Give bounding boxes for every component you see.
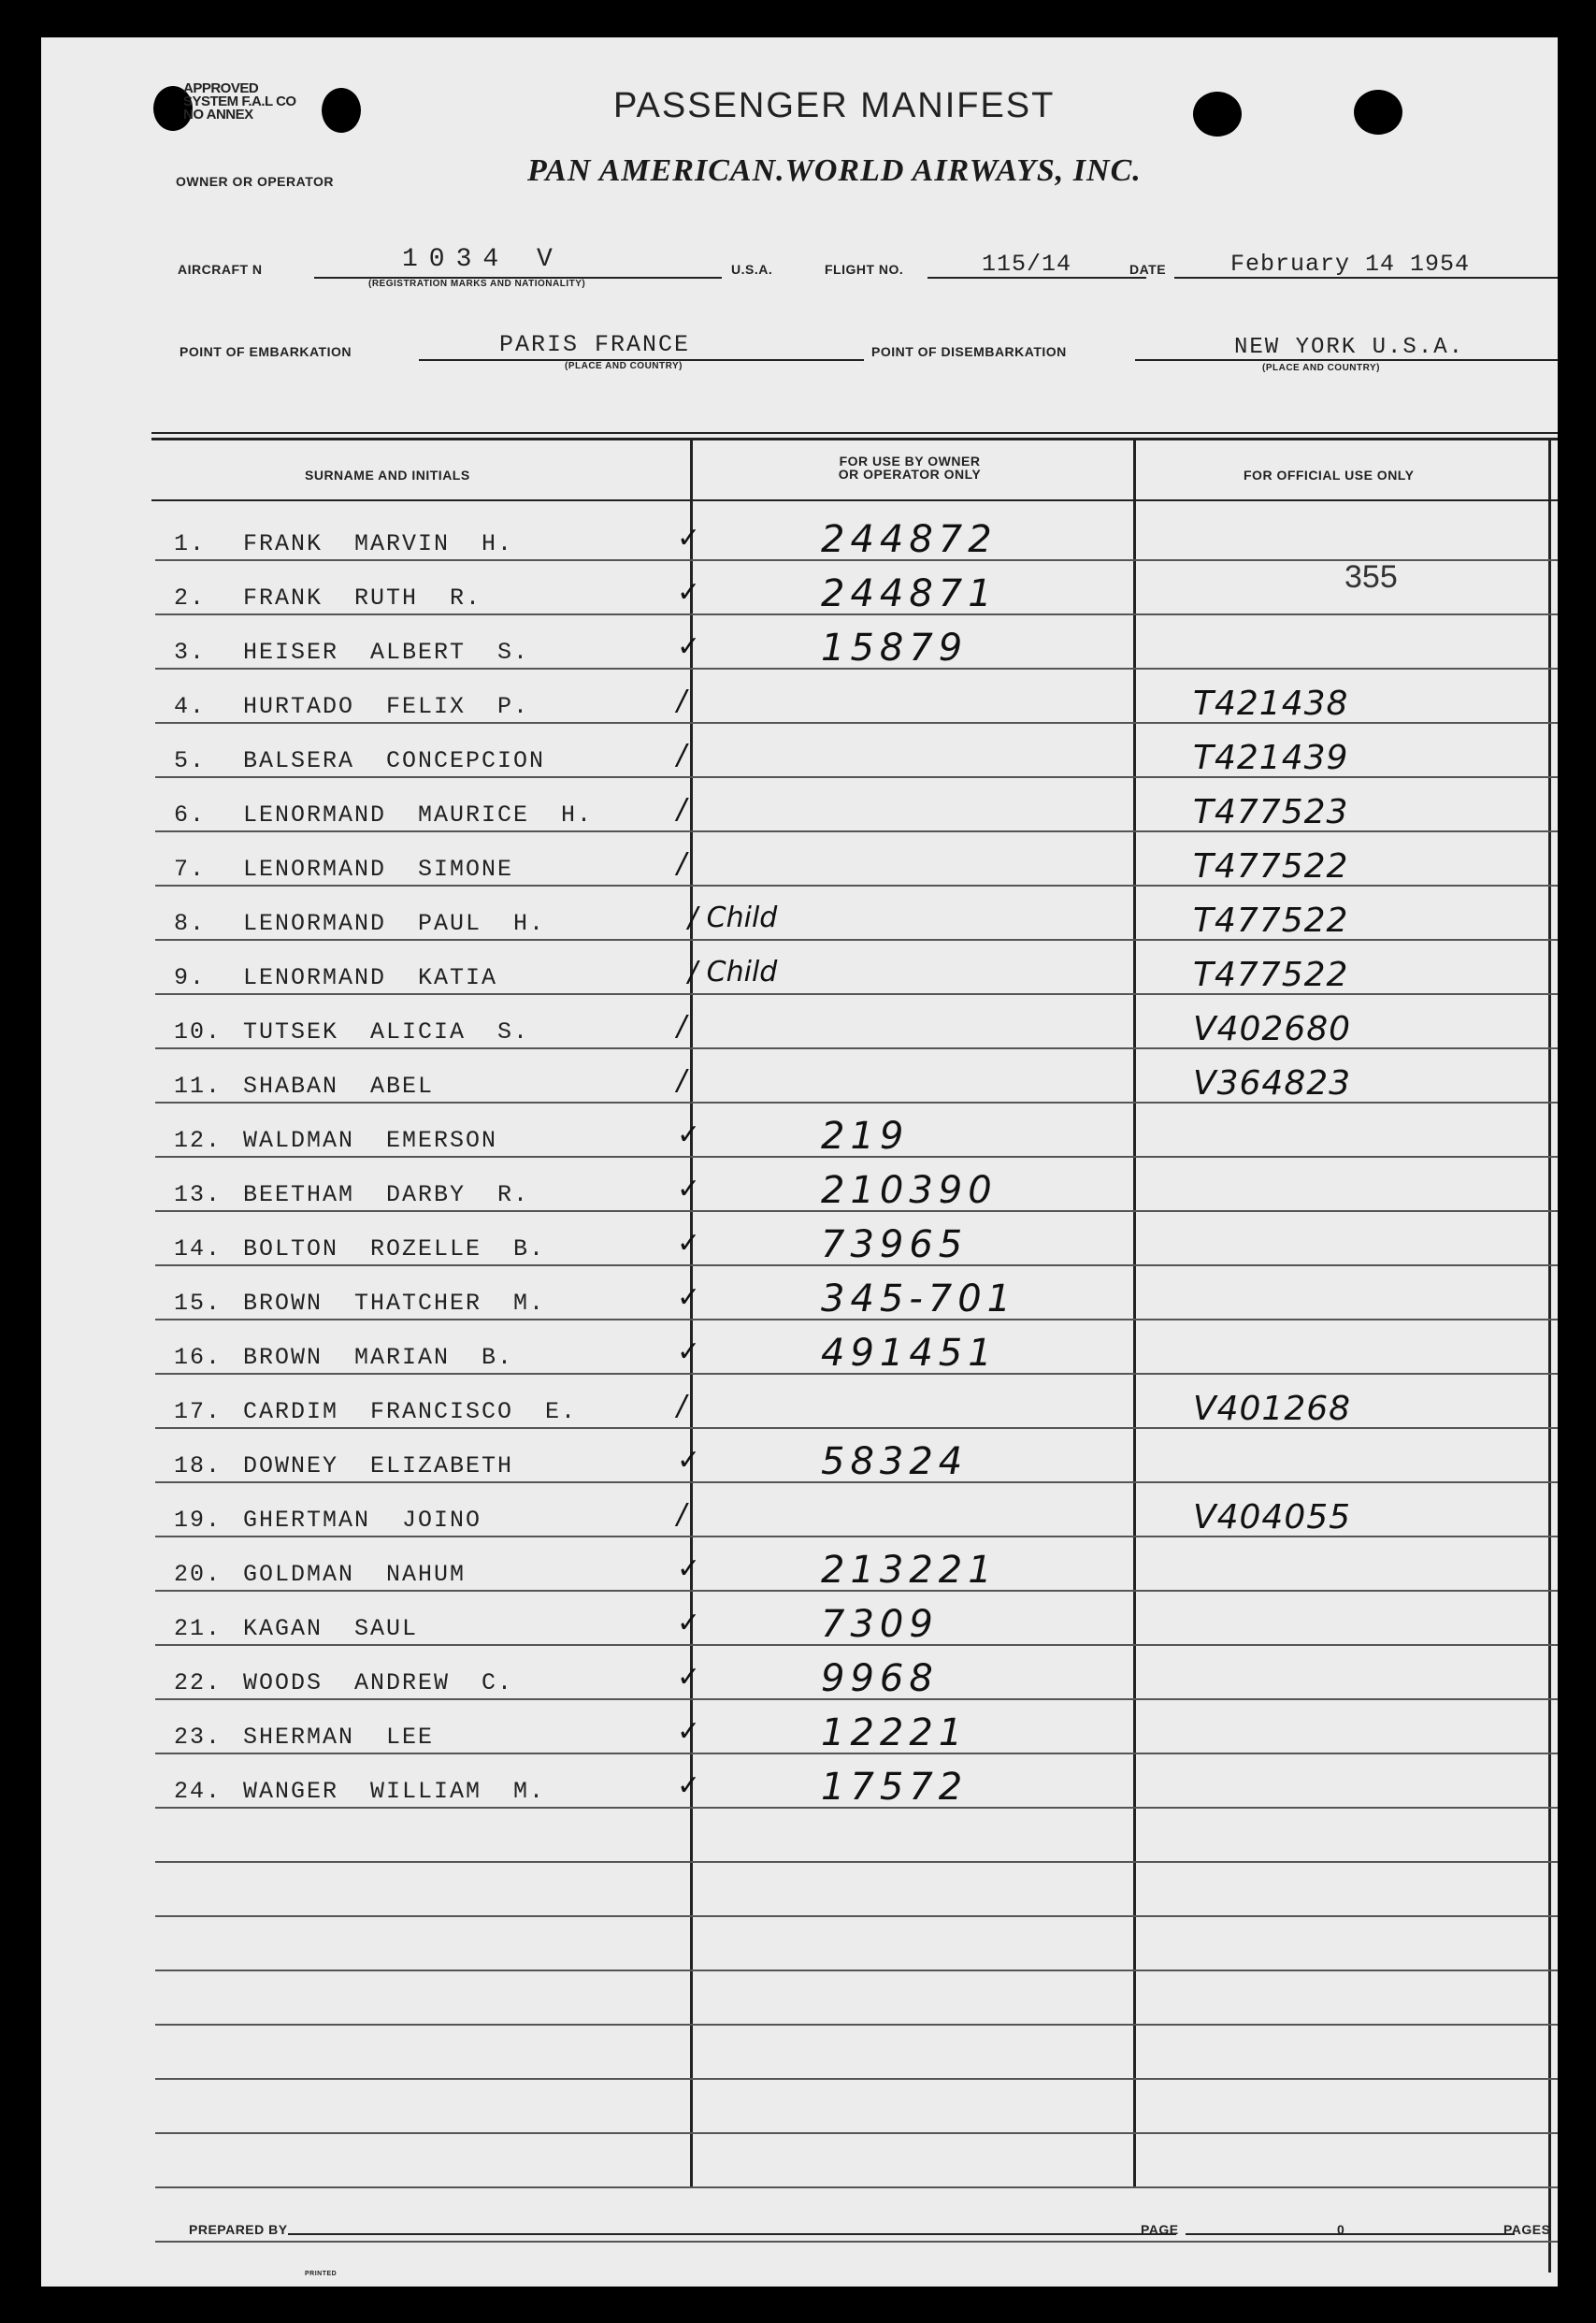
passenger-number: 2. xyxy=(174,584,207,612)
passenger-name: WANGER WILLIAM M. xyxy=(243,1778,546,1805)
check-mark: / xyxy=(677,685,687,717)
page-value: 0 xyxy=(1337,2222,1345,2237)
official-visa-number: T477522 xyxy=(1193,902,1349,940)
aircraft-label: AIRCRAFT N xyxy=(178,262,263,277)
passenger-number: 10. xyxy=(174,1018,223,1046)
check-mark: ✓ xyxy=(677,1118,701,1151)
official-visa-number: V402680 xyxy=(1193,1010,1352,1048)
passenger-number: 9. xyxy=(174,964,207,991)
punch-hole-right-2 xyxy=(1354,90,1402,135)
check-mark: / Child xyxy=(688,902,778,934)
passenger-number: 18. xyxy=(174,1452,223,1479)
passenger-name: WOODS ANDREW C. xyxy=(243,1669,514,1696)
embarkation-sublabel: (PLACE AND COUNTRY) xyxy=(565,361,683,371)
passenger-name: LENORMAND PAUL H. xyxy=(243,910,546,937)
owner-ticket-number: 244872 xyxy=(821,518,998,561)
punch-hole-right-1 xyxy=(1193,92,1242,137)
passenger-name: CARDIM FRANCISCO E. xyxy=(243,1398,578,1425)
owner-ticket-number: 17572 xyxy=(821,1766,969,1809)
owner-ticket-number: 73965 xyxy=(821,1223,969,1266)
date-value: February 14 1954 xyxy=(1230,251,1471,278)
owner-ticket-number: 9968 xyxy=(821,1657,939,1700)
passenger-number: 24. xyxy=(174,1778,223,1805)
check-mark: ✓ xyxy=(677,522,701,555)
passenger-name: FRANK RUTH R. xyxy=(243,584,482,612)
check-mark: ✓ xyxy=(677,576,701,609)
passenger-name: HEISER ALBERT S. xyxy=(243,639,530,666)
passenger-number: 13. xyxy=(174,1181,223,1208)
passenger-name: BOLTON ROZELLE B. xyxy=(243,1235,546,1262)
passenger-number: 20. xyxy=(174,1561,223,1588)
passenger-name: WALDMAN EMERSON xyxy=(243,1127,498,1154)
passenger-name: KAGAN SAUL xyxy=(243,1615,419,1642)
owner-ticket-number: 491451 xyxy=(821,1332,998,1375)
operator-name: PAN AMERICAN.WORLD AIRWAYS, INC. xyxy=(527,153,1142,188)
flight-value: 115/14 xyxy=(982,251,1072,278)
official-visa-number: V401268 xyxy=(1193,1390,1352,1428)
owner-ticket-number: 58324 xyxy=(821,1440,969,1483)
passenger-number: 12. xyxy=(174,1127,223,1154)
row-rule xyxy=(155,2132,1558,2134)
passenger-number: 7. xyxy=(174,856,207,883)
official-visa-number: T421439 xyxy=(1193,739,1349,777)
passenger-name: BALSERA CONCEPCION xyxy=(243,747,546,774)
stamp-line-1: APPROVED xyxy=(183,80,259,96)
page-label: PAGE xyxy=(1141,2222,1179,2237)
passenger-name: SHERMAN LEE xyxy=(243,1724,435,1751)
passenger-name: BROWN MARIAN B. xyxy=(243,1344,514,1371)
official-note: 355 xyxy=(1344,559,1398,595)
passenger-name: HURTADO FELIX P. xyxy=(243,693,530,720)
passenger-name: LENORMAND MAURICE H. xyxy=(243,801,594,829)
owner-ticket-number: 12221 xyxy=(821,1711,969,1754)
row-rule xyxy=(155,2078,1558,2080)
owner-ticket-number: 219 xyxy=(821,1115,910,1158)
prepared-by-label: PREPARED BY xyxy=(189,2222,288,2237)
passenger-name: GHERTMAN JOINO xyxy=(243,1507,482,1534)
owner-ticket-number: 345-701 xyxy=(821,1277,1017,1320)
flight-label: FLIGHT NO. xyxy=(825,262,904,277)
passenger-number: 15. xyxy=(174,1290,223,1317)
check-mark: ✓ xyxy=(677,1769,701,1802)
aircraft-value: 1034 V xyxy=(402,245,564,274)
passenger-name: FRANK MARVIN H. xyxy=(243,530,514,557)
check-mark: ✓ xyxy=(677,1227,701,1260)
passenger-name: LENORMAND KATIA xyxy=(243,964,498,991)
owner-ticket-number: 210390 xyxy=(821,1169,998,1212)
disembarkation-sublabel: (PLACE AND COUNTRY) xyxy=(1262,363,1380,373)
official-visa-number: T477522 xyxy=(1193,956,1349,994)
stamp-line-2: SYSTEM F.A.L CO xyxy=(183,94,296,109)
disembarkation-value: NEW YORK U.S.A. xyxy=(1234,335,1465,360)
passenger-name: BEETHAM DARBY R. xyxy=(243,1181,530,1208)
passenger-name: GOLDMAN NAHUM xyxy=(243,1561,467,1588)
owner-ticket-number: 15879 xyxy=(821,627,969,670)
passenger-number: 23. xyxy=(174,1724,223,1751)
row-rule xyxy=(155,2241,1558,2243)
official-visa-number: T421438 xyxy=(1193,685,1349,723)
embarkation-label: POINT OF EMBARKATION xyxy=(180,344,352,359)
owner-ticket-number: 7309 xyxy=(821,1603,939,1646)
row-rule xyxy=(155,1861,1558,1863)
owner-ticket-number: 244871 xyxy=(821,572,998,615)
row-rule xyxy=(155,2024,1558,2026)
column-divider-3 xyxy=(1548,440,1551,2272)
passenger-name: DOWNEY ELIZABETH xyxy=(243,1452,514,1479)
passenger-number: 3. xyxy=(174,639,207,666)
check-mark: / xyxy=(677,1390,687,1422)
official-visa-number: T477522 xyxy=(1193,847,1349,886)
official-visa-number: T477523 xyxy=(1193,793,1349,831)
check-mark: / xyxy=(677,1010,687,1043)
official-visa-number: V404055 xyxy=(1193,1498,1352,1537)
approval-stamp xyxy=(183,82,296,122)
owner-label: OWNER OR OPERATOR xyxy=(176,174,334,189)
passenger-number: 5. xyxy=(174,747,207,774)
passenger-number: 14. xyxy=(174,1235,223,1262)
passenger-name: SHABAN ABEL xyxy=(243,1073,435,1100)
date-label: DATE xyxy=(1129,262,1167,277)
passenger-name: BROWN THATCHER M. xyxy=(243,1290,546,1317)
row-rule xyxy=(155,2186,1558,2188)
passenger-name: TUTSEK ALICIA S. xyxy=(243,1018,530,1046)
check-mark: ✓ xyxy=(677,1281,701,1314)
column-header-owner-use xyxy=(812,454,1008,481)
passenger-number: 4. xyxy=(174,693,207,720)
check-mark: ✓ xyxy=(677,1552,701,1585)
disembarkation-label: POINT OF DISEMBARKATION xyxy=(871,344,1067,359)
embarkation-value: PARIS FRANCE xyxy=(499,331,691,358)
usa-label: U.S.A. xyxy=(731,262,773,277)
passenger-number: 6. xyxy=(174,801,207,829)
passenger-number: 22. xyxy=(174,1669,223,1696)
check-mark: ✓ xyxy=(677,1661,701,1694)
aircraft-sublabel: (REGISTRATION MARKS AND NATIONALITY) xyxy=(368,279,586,289)
check-mark: / xyxy=(677,739,687,772)
owner-ticket-number: 213221 xyxy=(821,1549,998,1592)
check-mark: / xyxy=(677,793,687,826)
check-mark: ✓ xyxy=(677,1173,701,1205)
footer-mark: PRINTED xyxy=(305,2271,338,2277)
row-rule xyxy=(155,1970,1558,1971)
check-mark: ✓ xyxy=(677,1335,701,1368)
check-mark: / xyxy=(677,847,687,880)
page-title: PASSENGER MANIFEST xyxy=(613,86,1056,125)
pages-label: PAGES xyxy=(1503,2222,1551,2237)
punch-hole-left-2 xyxy=(322,88,361,133)
official-visa-number: V364823 xyxy=(1193,1064,1352,1103)
check-mark: / xyxy=(677,1498,687,1531)
check-mark: ✓ xyxy=(677,1444,701,1477)
passenger-number: 17. xyxy=(174,1398,223,1425)
passenger-number: 11. xyxy=(174,1073,223,1100)
passenger-name: LENORMAND SIMONE xyxy=(243,856,514,883)
passenger-number: 19. xyxy=(174,1507,223,1534)
stamp-line-3: NO ANNEX xyxy=(183,107,253,123)
owner-use-line-2: OR OPERATOR ONLY xyxy=(838,467,982,482)
row-rule xyxy=(155,1915,1558,1917)
check-mark: ✓ xyxy=(677,1715,701,1748)
owner-use-line-1: FOR USE BY OWNER xyxy=(839,454,981,469)
column-header-surname: SURNAME AND INITIALS xyxy=(305,468,470,483)
check-mark: / Child xyxy=(688,956,778,988)
passenger-number: 21. xyxy=(174,1615,223,1642)
passenger-number: 16. xyxy=(174,1344,223,1371)
manifest-sheet xyxy=(41,37,1558,2287)
check-mark: ✓ xyxy=(677,630,701,663)
check-mark: / xyxy=(677,1064,687,1097)
passenger-number: 1. xyxy=(174,530,207,557)
check-mark: ✓ xyxy=(677,1607,701,1639)
passenger-number: 8. xyxy=(174,910,207,937)
column-divider-2 xyxy=(1133,440,1136,2186)
column-header-official: FOR OFFICIAL USE ONLY xyxy=(1244,468,1415,483)
